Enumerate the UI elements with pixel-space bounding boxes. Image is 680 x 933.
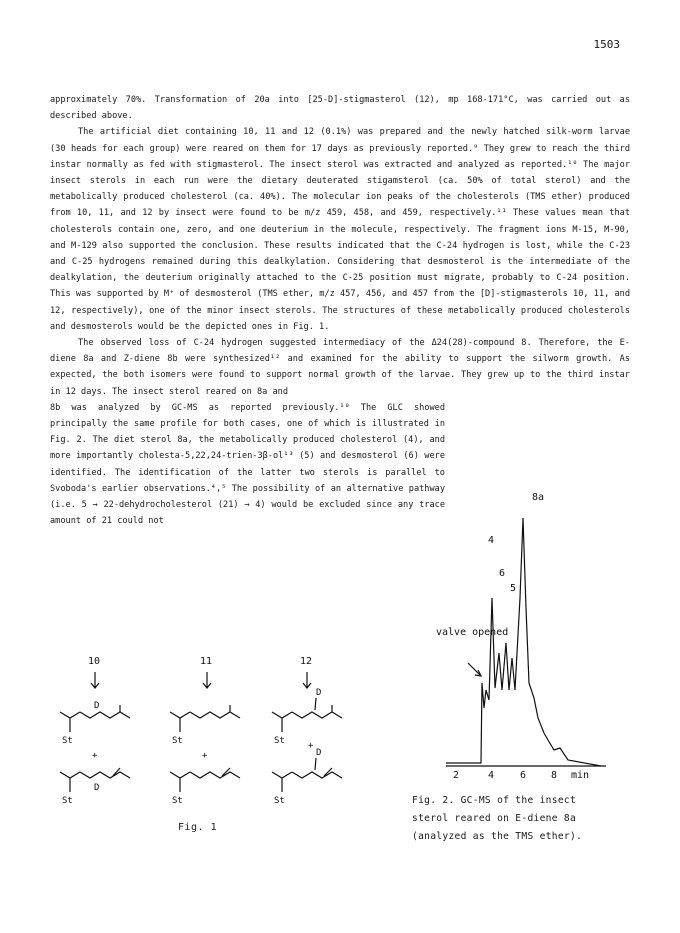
deuterium-label: D: [316, 748, 322, 758]
gc-ms-chromatogram: [426, 478, 616, 778]
x-axis-unit: min: [571, 770, 590, 778]
st-label: St: [172, 796, 183, 806]
st-label: St: [172, 736, 183, 746]
chain-11-top: [170, 705, 240, 732]
paragraph-2: The artificial diet containing 10, 11 and 12 (0.1%) was prepared and the newly hatched silk-worm larvae (30 heads for each group) were reared on them for 17 days as previously reported.⁹ They grew to reach the third instar normally as fed with stigmasterol. The insect sterol was extracted and analyzed as reported.¹⁰ The major insect sterols in each run were the dietary deuterated stigamsterol (ca. 50% of total sterol) and the metabolically produced cholesterol (ca. 40%). The molecular ion peaks of the cholesterols (TMS ether) produced from 10, 11, and 12 by insect were found to be m/z 459, 458, and 459, respectively.¹¹ These values mean that cholesterols contain one, zero, and one deuterium in the molecule, respectively. The fragment ions M-15, M-90, and M-129 also supported the conclusion. These results indicated that the C-24 hydrogen is lost, while the C-23 and C-25 hydrogens remained during this dealkylation. Considering that desmosterol is the intermediate of the dealkylation, the deuterium originally attached to the C-25 position must migrate, probably to C-24 position. This was supported by M⁺ of desmosterol (TMS ether, m/z 457, 456, and 457 from the [D]-stigmasterols 10, 11, and 12, respectively), one of the minor insect sterols. The structures of these metabolically produced cholesterols and desmosterols would be the depicted ones in Fig. 1.: [50, 127, 630, 332]
valve-arrow: [468, 663, 481, 676]
x-tick-4: 4: [488, 770, 495, 778]
x-tick-6: 6: [520, 770, 527, 778]
peak-label-8a: 8a: [532, 492, 545, 503]
paragraph-4: 8b was analyzed by GC-MS as reported previously.¹⁰ The GLC showed principally the same profile for both cases, one of which is illustrated in Fig. 2. The diet sterol 8a, the metabolically produced cholesterol (4), and more importantly cholesta-5,22,24-trien-3β-ol¹³ (5) and desmosterol (6) were identified. The identification of the latter two sterols is parallel to Svoboda's earlier observations.⁴,⁵ The possibility of an alternative pathway (i.e. 5 → 22-dehydrocholesterol (21) → 4) would be excluded since any trace amount of 21 could not: [50, 402, 445, 527]
peak-label-5: 5: [510, 583, 517, 594]
chromatogram-trace: [446, 518, 601, 766]
st-label: St: [274, 736, 285, 746]
plus-sign: +: [202, 751, 208, 761]
deuterium-label: D: [94, 783, 100, 793]
valve-opened-label: [436, 627, 508, 638]
peak-label-6: 6: [499, 568, 506, 579]
x-tick-8: 8: [551, 770, 558, 778]
page-number: 1503: [593, 38, 620, 51]
body-text: [50, 92, 630, 529]
compound-label-11: 11: [200, 656, 213, 667]
x-tick-2: 2: [453, 770, 460, 778]
side-chain-structures: [50, 650, 370, 850]
chain-12-bottom: [272, 758, 342, 792]
st-label: St: [62, 736, 73, 746]
paragraph-3: The observed loss of C-24 hydrogen suggested intermediacy of the Δ24(28)-compound 8. Therefore, the E-diene 8a and Z-diene 8b were synthesized¹² and examined for the ability to support the silworm growth. As expected, the both isomers were found to support normal growth of the larvae. They grew up to the third instar in 12 days. The insect sterol reared on 8a and: [50, 338, 630, 397]
chain-11-bottom: [170, 768, 240, 792]
plus-sign: +: [92, 751, 98, 761]
deuterium-label: D: [316, 688, 322, 698]
paragraph-1: approximately 70%. Transformation of 20a into [25-D]-stigmasterol (12), mp 168-171°C, was carried out as described above.: [50, 95, 630, 122]
valve-opened-text: valve opened: [436, 627, 509, 638]
compound-label-12: 12: [300, 656, 313, 667]
deuterium-label: D: [94, 701, 100, 711]
chain-12-top: [272, 698, 342, 732]
compound-label-10: 10: [88, 656, 101, 667]
st-label: St: [62, 796, 73, 806]
st-label: St: [274, 796, 285, 806]
fig2-caption: Fig. 2. GC-MS of the insect sterol reared on E-diene 8a (analyzed as the TMS ether).: [412, 795, 583, 842]
peak-label-4: 4: [488, 535, 495, 546]
plus-sign: +: [308, 741, 314, 751]
fig1-caption: Fig. 1: [178, 822, 218, 833]
